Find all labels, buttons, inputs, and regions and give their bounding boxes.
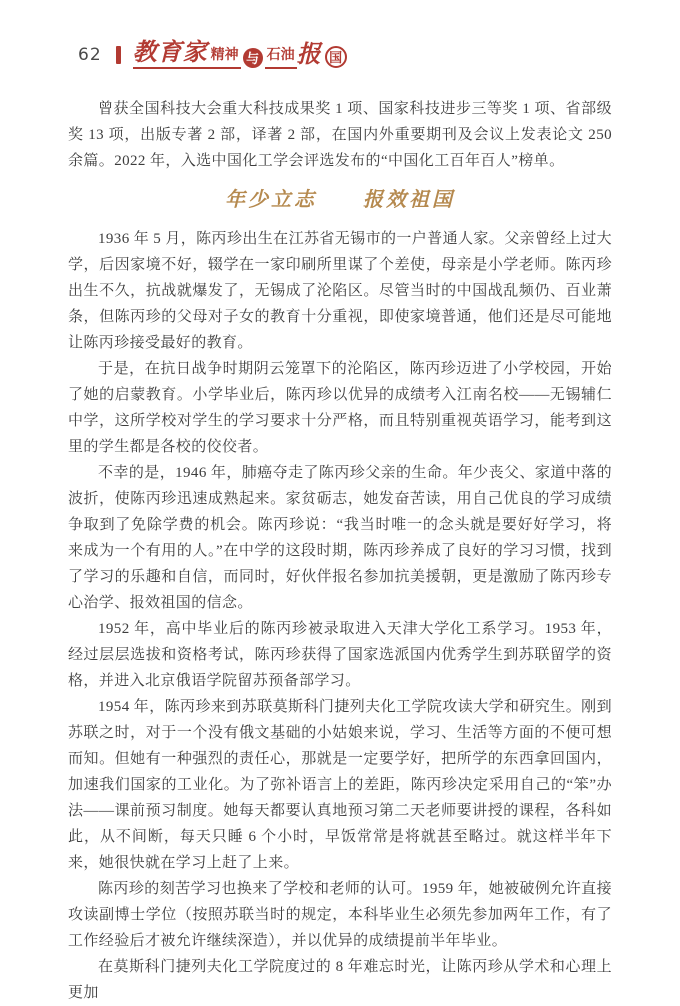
brand-circle-with: 与 [243, 48, 263, 68]
body-paragraph-4: 1952 年，高中毕业后的陈丙珍被录取进入天津大学化工系学习。1953 年，经过层层选拔和资格考试，陈丙珍获得了国家选派国内优秀学生到苏联留学的资格，并进入北京俄语学院留苏预备部学习。 [68, 621, 612, 689]
body-paragraph-2: 于是，在抗日战争时期阴云笼罩下的沦陷区，陈丙珍迈进了小学校园，开始了她的启蒙教育。小学毕业后，陈丙珍以优异的成绩考入江南名校——无锡辅仁中学，这所学校对学生的学习要求十分严格，而且特别重视英语学习，能考到这里的学生都是各校的佼佼者。 [68, 361, 612, 455]
intro-paragraph: 曾获全国科技大会重大科技成果奖 1 项、国家科技进步三等奖 1 项、省部级奖 13 项，出版专著 2 部，译著 2 部，在国内外重要期刊及会议上发表论文 250 余篇。2022 年，入选中国化工学会评选发布的“中国化工百年百人”榜单。 [68, 101, 612, 169]
book-title-logo [133, 41, 347, 69]
section-heading: 年少立志 报效祖国 [225, 189, 455, 211]
page-number: 62 [78, 45, 102, 65]
brand-text-serve: 报 [296, 42, 322, 68]
body-paragraph-7: 在莫斯科门捷列夫化工学院度过的 8 年难忘时光，让陈丙珍从学术和心理上更加 [68, 959, 612, 1001]
body-paragraph-5: 1954 年，陈丙珍来到苏联莫斯科门捷列夫化工学院攻读大学和研究生。刚到苏联之时，对于一个没有俄文基础的小姑娘来说，学习、生活等方面的不便可想而知。但她有一种强烈的责任心，那就是一定要学好，把所学的东西拿回国内，加速我们国家的工业化。为了弥补语言上的差距，陈丙珍决定采用自己的“笨”办法——课前预习制度。她每天都要认真地预习第二天老师要讲授的课程，各科如此，从不间断，每天只睡 6 个小时，早饭常常是将就甚至略过。就这样半年下来，她很快就在学习上赶了上来。 [68, 699, 612, 871]
brand-text-educator: 教育家 [133, 41, 208, 69]
page-content [0, 70, 680, 1006]
page-header [0, 0, 680, 70]
brand-seal-country: 国 [325, 46, 347, 68]
body-paragraph-1: 1936 年 5 月，陈丙珍出生在江苏省无锡市的一户普通人家。父亲曾经上过大学，后因家境不好，辍学在一家印刷所里谋了个差使，母亲是小学老师。陈丙珍出生不久，抗战就爆发了，无锡成了沦陷区。尽管当时的中国战乱频仍、百业萧条，但陈丙珍的父母对子女的教育十分重视，即使家境普通，他们还是尽可能地让陈丙珍接受最好的教育。 [68, 231, 612, 351]
body-paragraph-6: 陈丙珍的刻苦学习也换来了学校和老师的认可。1959 年，她被破例允许直接攻读副博士学位（按照苏联当时的规定，本科毕业生必须先参加两年工作，有了工作经验后才被允许继续深造），并以优异的成绩提前半年毕业。 [68, 881, 612, 949]
header-divider-bar [116, 46, 121, 64]
brand-text-petroleum: 石油 [265, 49, 297, 69]
brand-text-spirit: 精神 [208, 49, 241, 69]
body-paragraph-3: 不幸的是，1946 年，肺癌夺走了陈丙珍父亲的生命。年少丧父、家道中落的波折，使陈丙珍迅速成熟起来。家贫砺志，她发奋苦读，用自己优良的学习成绩争取到了免除学费的机会。陈丙珍说：“我当时唯一的念头就是要好好学习，将来成为一个有用的人。”在中学的这段时期，陈丙珍养成了良好的学习习惯，找到了学习的乐趣和自信，而同时，好伙伴报名参加抗美援朝，更是激励了陈丙珍专心治学、报效祖国的信念。 [68, 465, 612, 611]
